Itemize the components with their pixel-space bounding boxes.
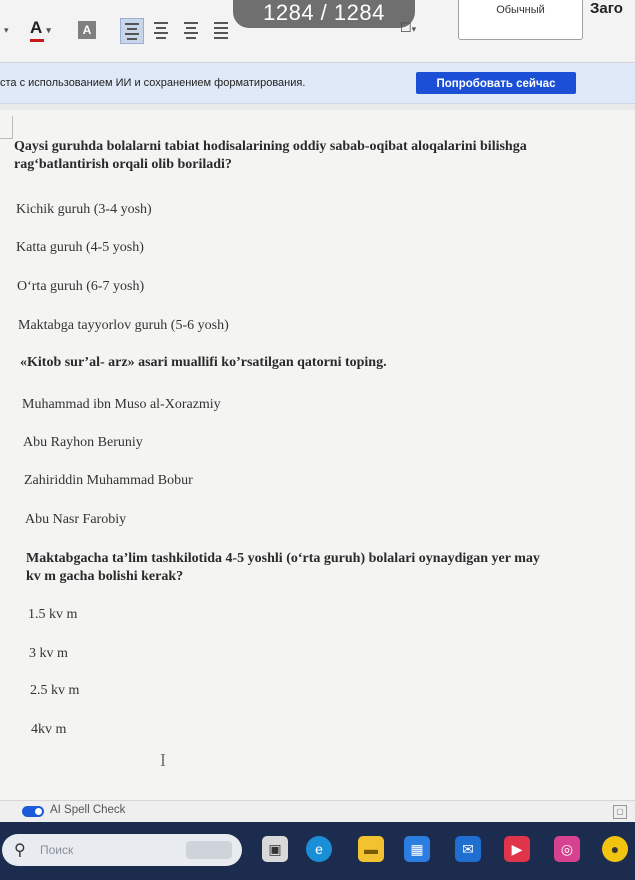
store-icon[interactable]: ▦ [404,836,430,862]
question-3-option-3: 2.5 kv m [30,683,80,698]
spell-check-toggle[interactable] [22,806,44,817]
question-2-option-4: Abu Nasr Farobiy [25,512,127,527]
question-2-line-1: «Kitob sur’al- arz» asari muallifi ko’rsatilgan qatorni toping. [20,355,387,370]
banner-text: ста с использованием ИИ и сохранением форматирования. [0,77,306,89]
align-center-icon[interactable] [150,18,172,42]
style-normal[interactable]: Обычный [458,0,583,40]
text-cursor-icon: I [160,750,166,770]
question-2-option-1: Muhammad ibn Muso al-Xorazmiy [22,397,221,412]
ribbon-toolbar [0,0,635,63]
align-left-icon[interactable] [120,18,144,44]
search-placeholder: Поиск [40,843,74,857]
page-corner-mark [0,116,13,139]
question-1-option-2: Katta guruh (4-5 yosh) [16,240,144,255]
question-2-option-3: Zahiriddin Muhammad Bobur [24,473,193,488]
document-page[interactable] [0,110,635,800]
folder-icon[interactable]: ▬ [358,836,384,862]
try-now-button[interactable]: Попробовать сейчас [416,72,576,94]
instagram-icon[interactable]: ◎ [554,836,580,862]
question-1-option-1: Kichik guruh (3-4 yosh) [16,202,152,217]
search-icon: ⚲ [14,842,26,859]
justify-icon[interactable] [210,18,232,42]
font-color-bar [30,39,44,42]
taskbar [0,822,635,880]
ai-banner [0,63,635,104]
question-1-option-4: Maktabga tayyorlov guruh (5-6 yosh) [18,318,229,333]
window-icon[interactable]: ▣ [262,836,288,862]
question-3-line-2: kv m gacha bolishi kerak? [26,569,184,584]
question-2-option-2: Abu Rayhon Beruniy [23,435,143,450]
font-color-button[interactable] [30,18,51,38]
question-1-line-2: rag‘batlantirish orqali olib boriladi? [14,157,232,172]
spell-check-label: AI Spell Check [50,804,126,816]
edge-icon[interactable]: e [306,836,332,862]
question-2 [20,354,387,372]
page-counter: 1284 / 1284 [233,0,415,28]
search-highlight-image [186,841,232,859]
borders-icon[interactable]: ☐▾ [400,20,417,35]
question-3-line-1: Maktabgacha ta’lim tashkilotida 4-5 yoshli (o‘rta guruh) bolalari oynaydigan yer may [26,551,540,566]
question-3 [26,550,540,586]
question-3-option-4: 4kv m [31,722,67,737]
question-3-option-1: 1.5 kv m [28,607,78,622]
question-1-option-3: O‘rta guruh (6-7 yosh) [17,279,145,294]
chrome-icon[interactable]: ● [602,836,628,862]
taskbar-search[interactable] [2,834,242,866]
style-heading[interactable]: Заго [590,0,623,17]
question-1 [14,138,527,174]
highlight-icon[interactable]: A [78,21,96,39]
status-bar [0,800,635,823]
view-mode-icon[interactable]: ▢ [613,805,627,819]
font-color-icon: A [30,18,42,37]
ribbon-dropdown-caret[interactable]: ▾ [4,25,9,35]
question-1-line-1: Qaysi guruhda bolalarni tabiat hodisalarining oddiy sabab-oqibat aloqalarini bilishga [14,139,527,154]
chevron-down-icon: ▾ [46,25,51,35]
mail-icon[interactable]: ✉ [455,836,481,862]
question-3-option-2: 3 kv m [29,646,68,661]
media-icon[interactable]: ▶ [504,836,530,862]
align-right-icon[interactable] [180,18,202,42]
